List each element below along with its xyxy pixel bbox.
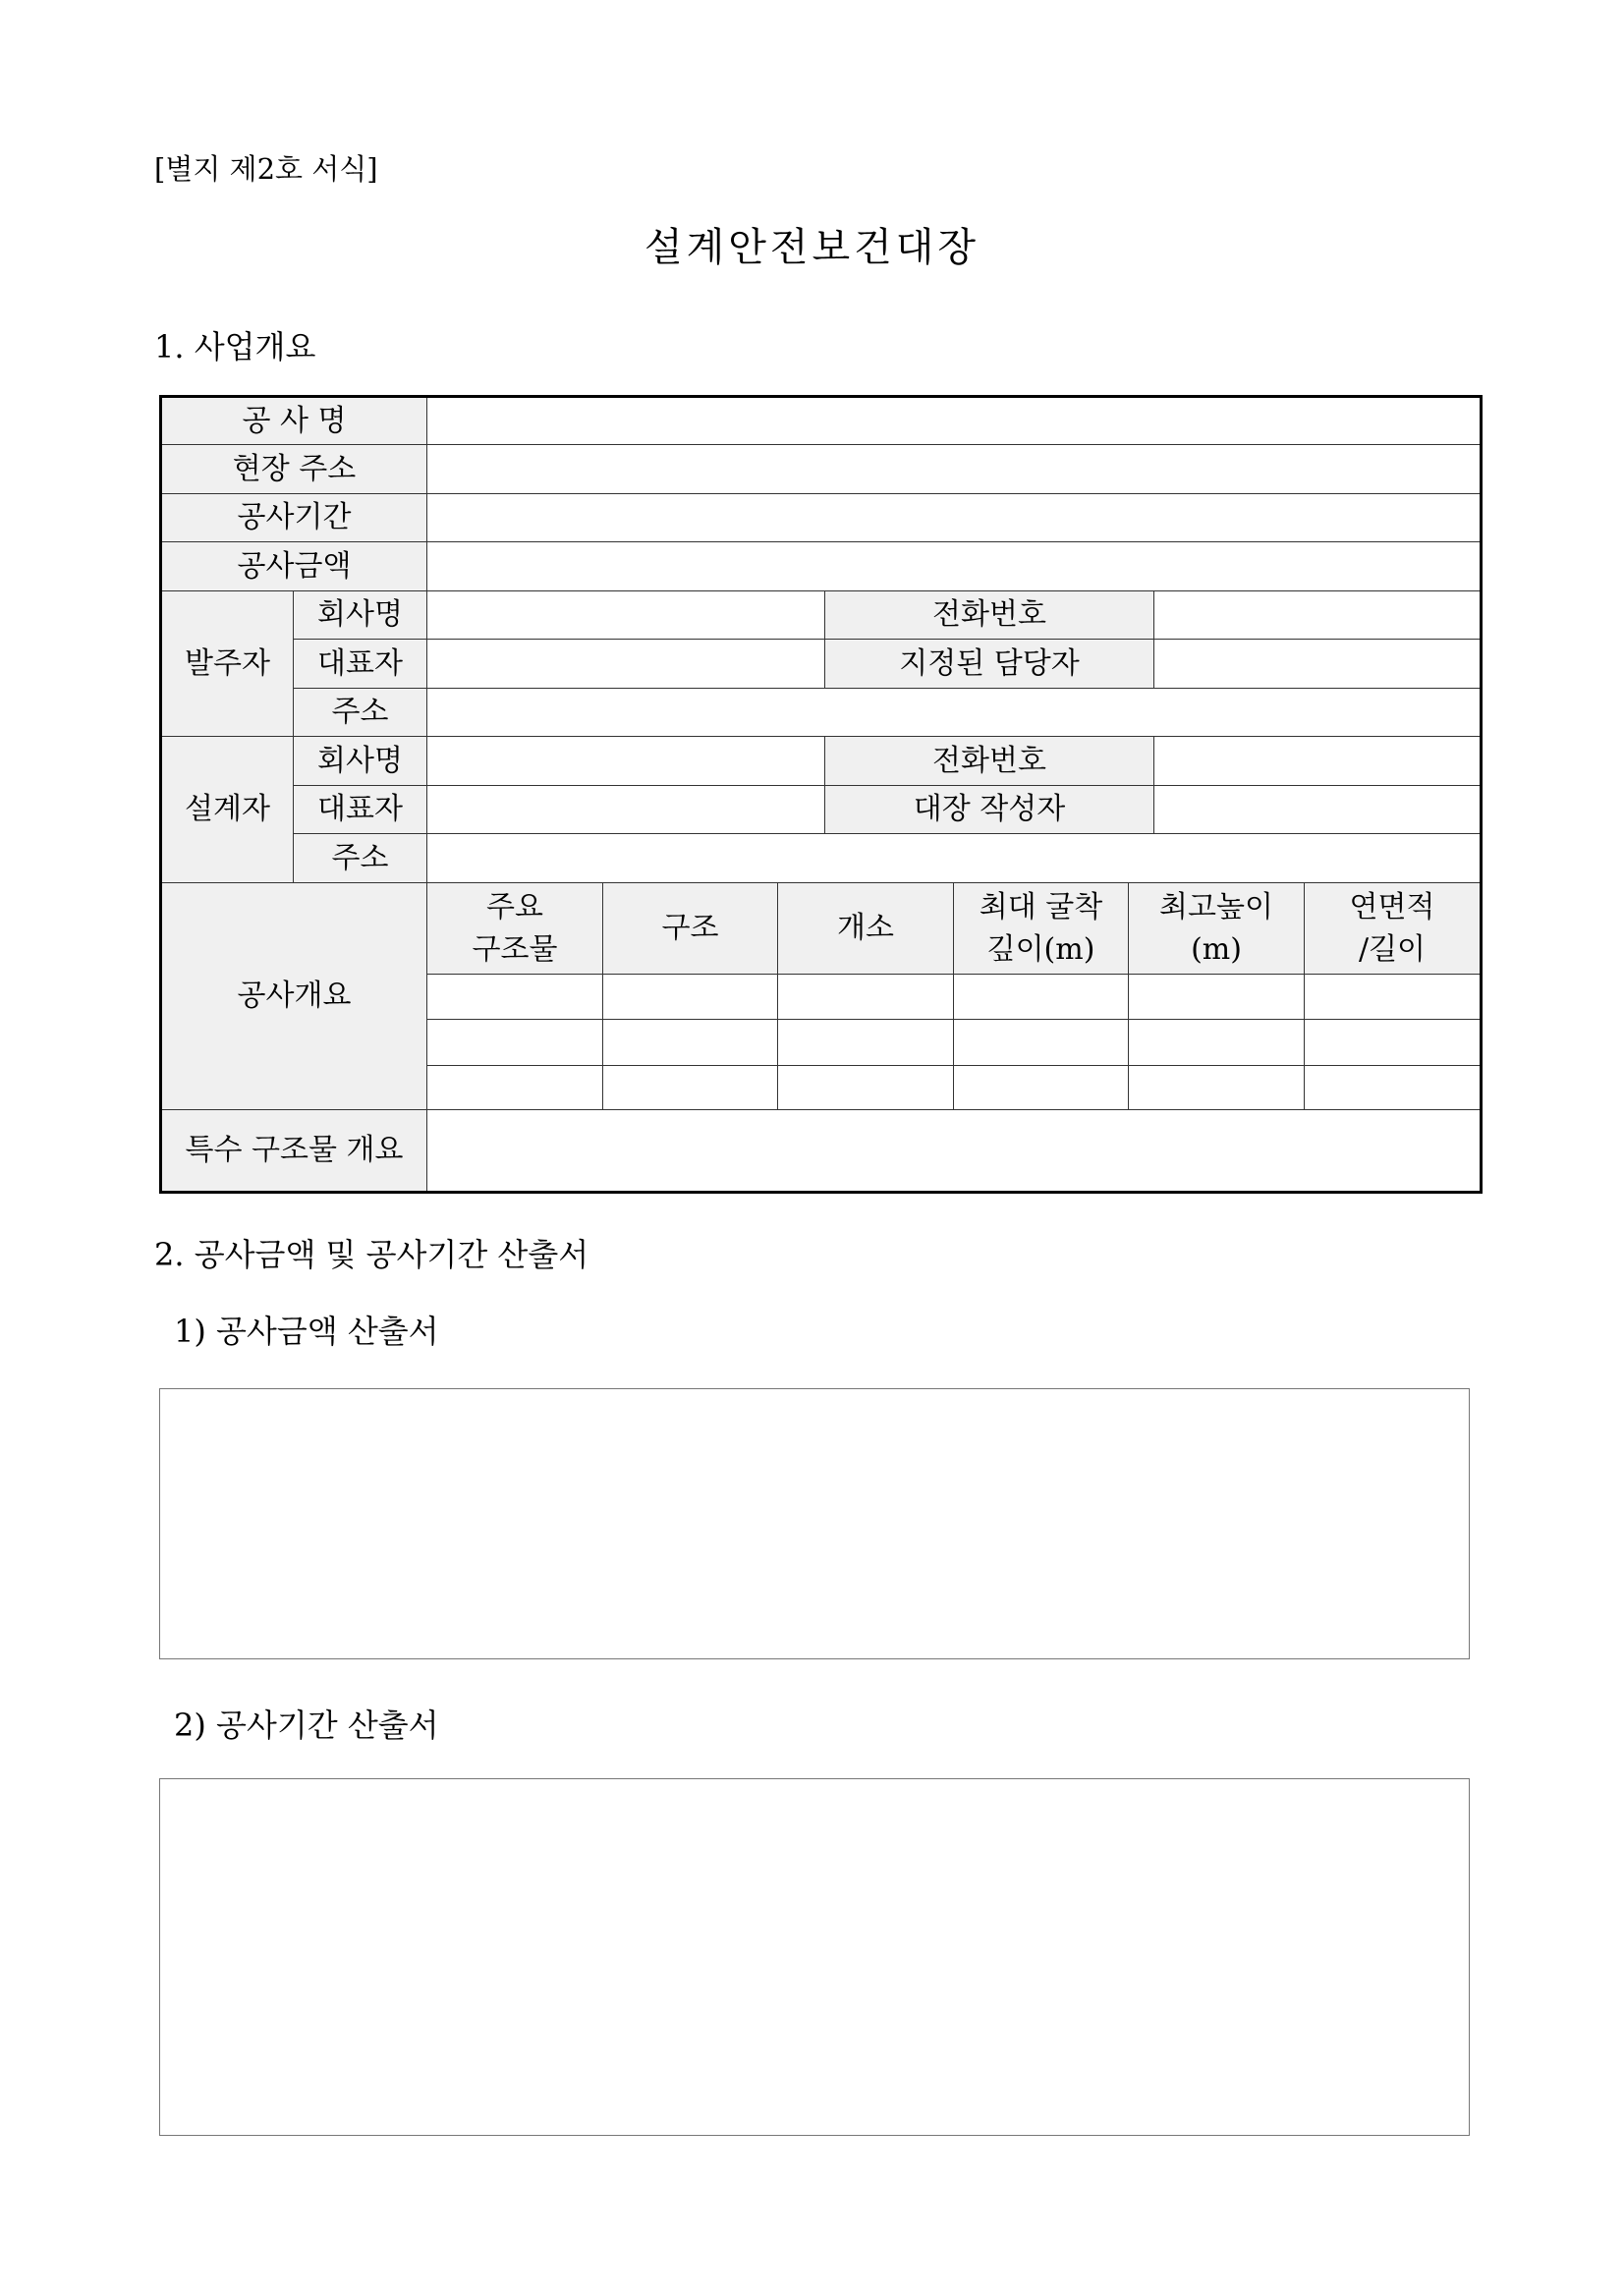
label-client-ceo: 대표자 xyxy=(294,640,427,689)
header-area-length: 연면적 /길이 xyxy=(1305,883,1482,975)
cell[interactable] xyxy=(427,975,603,1020)
cell[interactable] xyxy=(1305,975,1482,1020)
section1-heading: 1. 사업개요 xyxy=(154,328,316,365)
cell[interactable] xyxy=(954,1066,1129,1110)
client-manager-field[interactable] xyxy=(1154,640,1482,689)
label-designer-writer: 대장 작성자 xyxy=(825,786,1154,834)
period-calc-heading: 2) 공사기간 산출서 xyxy=(174,1707,439,1744)
period-field[interactable] xyxy=(427,494,1482,542)
form-number: [별지 제2호 서식] xyxy=(154,152,378,186)
client-address-field[interactable] xyxy=(427,689,1482,737)
client-company-field[interactable] xyxy=(427,591,825,640)
designer-ceo-field[interactable] xyxy=(427,786,825,834)
label-amount: 공사금액 xyxy=(161,542,427,591)
special-structure-field[interactable] xyxy=(427,1110,1482,1193)
amount-calc-box[interactable] xyxy=(159,1388,1470,1659)
label-client-phone: 전화번호 xyxy=(825,591,1154,640)
cell[interactable] xyxy=(427,1020,603,1066)
header-main-structure: 주요 구조물 xyxy=(427,883,603,975)
cell[interactable] xyxy=(1129,975,1305,1020)
label-designer-ceo: 대표자 xyxy=(294,786,427,834)
label-site-address: 현장 주소 xyxy=(161,445,427,494)
header-max-depth: 최대 굴착 깊이(m) xyxy=(954,883,1129,975)
cell[interactable] xyxy=(1129,1020,1305,1066)
label-client: 발주자 xyxy=(161,591,294,737)
cell[interactable] xyxy=(778,1020,954,1066)
client-ceo-field[interactable] xyxy=(427,640,825,689)
cell[interactable] xyxy=(1129,1066,1305,1110)
cell[interactable] xyxy=(603,1020,778,1066)
amount-calc-heading: 1) 공사금액 산출서 xyxy=(174,1313,439,1350)
label-designer-address: 주소 xyxy=(294,834,427,883)
project-overview-table xyxy=(159,395,1483,1194)
cell[interactable] xyxy=(1305,1066,1482,1110)
section2-heading: 2. 공사금액 및 공사기간 산출서 xyxy=(154,1236,589,1273)
label-client-address: 주소 xyxy=(294,689,427,737)
cell[interactable] xyxy=(778,1066,954,1110)
label-overview: 공사개요 xyxy=(161,883,427,1110)
label-project-name: 공 사 명 xyxy=(161,397,427,445)
header-max-height: 최고높이 (m) xyxy=(1129,883,1305,975)
header-count: 개소 xyxy=(778,883,954,975)
designer-company-field[interactable] xyxy=(427,737,825,786)
label-special-structure: 특수 구조물 개요 xyxy=(161,1110,427,1193)
cell[interactable] xyxy=(603,1066,778,1110)
page-title: 설계안전보건대장 xyxy=(644,225,980,270)
label-client-manager: 지정된 담당자 xyxy=(825,640,1154,689)
cell[interactable] xyxy=(954,1020,1129,1066)
label-designer-company: 회사명 xyxy=(294,737,427,786)
client-phone-field[interactable] xyxy=(1154,591,1482,640)
cell[interactable] xyxy=(603,975,778,1020)
designer-phone-field[interactable] xyxy=(1154,737,1482,786)
designer-address-field[interactable] xyxy=(427,834,1482,883)
cell[interactable] xyxy=(954,975,1129,1020)
site-address-field[interactable] xyxy=(427,445,1482,494)
project-name-field[interactable] xyxy=(427,397,1482,445)
amount-field[interactable] xyxy=(427,542,1482,591)
label-designer: 설계자 xyxy=(161,737,294,883)
label-client-company: 회사명 xyxy=(294,591,427,640)
cell[interactable] xyxy=(1305,1020,1482,1066)
period-calc-box[interactable] xyxy=(159,1778,1470,2136)
designer-writer-field[interactable] xyxy=(1154,786,1482,834)
label-period: 공사기간 xyxy=(161,494,427,542)
header-structure: 구조 xyxy=(603,883,778,975)
cell[interactable] xyxy=(427,1066,603,1110)
cell[interactable] xyxy=(778,975,954,1020)
label-designer-phone: 전화번호 xyxy=(825,737,1154,786)
